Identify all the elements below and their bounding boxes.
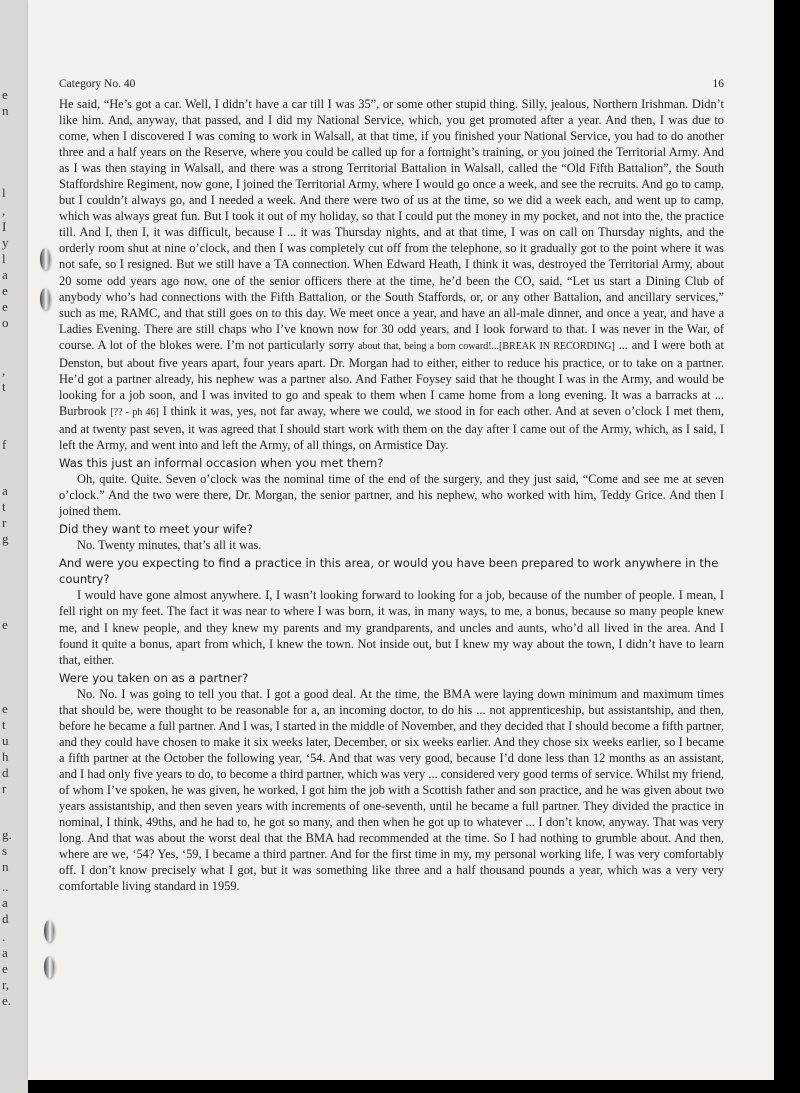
prev-page-fragment: e bbox=[2, 283, 8, 298]
prev-page-fragment: l bbox=[2, 251, 6, 266]
prev-page-fragment: r bbox=[2, 781, 7, 796]
previous-page-edge bbox=[0, 0, 28, 1093]
prev-page-fragment: t bbox=[2, 379, 6, 394]
prev-page-fragment: a bbox=[2, 483, 8, 498]
prev-page-fragment: r, bbox=[2, 977, 10, 992]
prev-page-fragment: e bbox=[2, 701, 8, 716]
binding-ring bbox=[40, 288, 50, 310]
prev-page-fragment: o bbox=[2, 315, 9, 330]
prev-page-fragment: h bbox=[2, 749, 9, 764]
prev-page-fragment: r bbox=[2, 515, 7, 530]
prev-page-fragment: I bbox=[2, 219, 7, 234]
prev-page-fragment: u bbox=[2, 733, 9, 748]
interviewer-question: Was this just an informal occasion when you met them? bbox=[59, 456, 384, 471]
transcript-body bbox=[59, 96, 724, 894]
recording-note: about that, being a born coward!...[BREAK IN RECORDING] bbox=[358, 340, 615, 352]
prev-page-fragment: g bbox=[2, 531, 9, 546]
prev-page-fragment: . bbox=[2, 929, 6, 944]
binding-ring bbox=[44, 956, 54, 978]
prev-page-fragment: n bbox=[2, 859, 9, 874]
answer-paragraph: He said, “He’s got a car. Well, I didn’t have a car till I was 35”, or some other stupid thing. Silly, jealous, Northern Irishman. Didn’t like him. And, anyway, that passed, and I did my National Service, which, you get promoted after a year. And then, I was due to come, when I discovered I was coming to work in Walsall, at that time, if you finished your National Service, you had to do another three and a half years on the Reserve, where you could be called up for a fortnight’s training, or you joined the Territorial Army. And as I was then staying in Walsall, and there was a strong Territorial Battalion in Walsall, called the “Old Fifth Battalion”, the South Staffordshire Regiment, now gone, I joined the Territorial Army, where I would go once a week, and see the recruits. And go to camp, but I couldn’t always go, and I needed a week. And there were two of us at the time, so we did a week each, and went up to camp, which was always great fun. But I took it out of my holiday, so that I could put the money in my pocket, and not into the, the practice till. And I, then I, it was difficult, because I ... it was Thursday nights, and at that time, I was on call on Thursday nights, and the orderly room shut at nine o’clock, and then I was completely cut off from the telephone, so it gradually got to the point where it was not safe, so I resigned. But we still have a TA connection. When Edward Heath, I think it was, destroyed the Territorial Army, about 20 some odd years ago now, one of the senior officers there at the time, he’d been the CO, said, “Let us start a Dining Club of anybody who’s had connections with the Fifth Battalion, or the South Staffords, or, or any other Battalion, and ancillary services,” such as me, RAMC, and that still goes on to this day. We meet once a year, and have an all-male dinner, and once a year, and have a Ladies Evening. There are still chaps who I’ve known now for 30 odd years, and I look forward to that. I was never in the War, of course. A lot of the blokes were. I’m not particularly sorry about that, being a born coward!...[BREAK IN RECORDING] ... and I were both at Denston, but about five years apart, four years apart. Dr. Morgan had to either, either to reduce his practice, or to take on a partner. He’d got a partner already, his nephew was a partner also. And Father Foysey said that he thought I was in the Army, and would be looking for a job soon, and I was invited to go and speak to them when I came home from a long evening. It was a barracks at ... Burbrook [?? - ph 46] I think it was, yes, not far away, where we could, we stood in for each other. And at seven o’clock I met them, and at twenty past seven, it was agreed that I should start work with them on the day after I came out of the Army, which, as I said, I left the Army, and went into and left the Army, of all things, on Armistice Day. bbox=[59, 97, 725, 452]
prev-page-fragment: a bbox=[2, 945, 8, 960]
prev-page-fragment: , bbox=[2, 203, 6, 218]
answer-paragraph: No. No. I was going to tell you that. I got a good deal. At the time, the BMA were laying down minimum and maximum times that should be, were thought to be reasonable for a, an incoming doctor, to do his ... not apprenticeship, but assistantship, and then, before he became a full partner. And I was, I started in the middle of November, and they decided that I should become a fifth partner, and they could have chosen to make it six weeks later, December, or six weeks earlier. And they chose six weeks earlier, so I became a fifth partner at the October the following year, ‘54. And that was very good, because I’d done less than 12 months as an assistant, and I had only five years to do, to become a third partner, which was very ... considered very good terms of service. Whilst my friend, of whom I’ve spoken, he was given, he worked, I got him the job with a Scottish father and son practice, and he was given about two years assistantship, and then seven years with increments of one-seventh, until he became a full partner. They divided the practice in nominal, I think, 49ths, and he had to, he got so many, and then when he got up to whatever ... I don’t know, anyway. That was very long. And that was about the worst deal that the BMA had recommended at the time. So I had nothing to grumble about. And then, where are we, ‘54? Yes, ‘59, I became a third partner. And for the first time in my, my personal working life, I was very comfortably off. I don’t know precisely what I got, but it was something like three and a half thousand pounds a year, which was a very very comfortable living standard in 1959. bbox=[59, 686, 724, 894]
page-number: 16 bbox=[712, 78, 724, 90]
prev-page-fragment: d bbox=[2, 765, 9, 780]
binding-ring bbox=[44, 920, 54, 942]
answer-paragraph: No. Twenty minutes, that’s all it was. bbox=[77, 538, 262, 553]
prev-page-fragment: a bbox=[2, 895, 8, 910]
page-header bbox=[59, 78, 724, 94]
prev-page-fragment: .. bbox=[2, 879, 9, 894]
prev-page-fragment: d bbox=[2, 911, 9, 926]
prev-page-fragment: l bbox=[2, 185, 6, 200]
interviewer-question: Were you taken on as a partner? bbox=[59, 670, 249, 685]
prev-page-fragment: s bbox=[2, 843, 8, 858]
prev-page-fragment: e bbox=[2, 299, 8, 314]
prev-page-fragment: f bbox=[2, 437, 7, 452]
interviewer-question: Did they want to meet your wife? bbox=[59, 522, 253, 537]
prev-page-fragment: t bbox=[2, 717, 6, 732]
prev-page-fragment: n bbox=[2, 103, 9, 118]
prev-page-fragment: a bbox=[2, 267, 8, 282]
prev-page-fragment: , bbox=[2, 363, 6, 378]
prev-page-fragment: e bbox=[2, 87, 8, 102]
answer-paragraph: I would have gone almost anywhere. I, I wasn’t looking forward to looking for a job, because of the number of people. I mean, I fell right on my feet. The fact it was near to where I was born, it was, in many ways, to me, a bonus, because so many people knew me, and I knew people, and they knew my parents and my grandparents, and uncles and aunts, who’d all lived in the area. And I found it quite a bonus, apart from which, I knew the town. Not inside out, but I knew my way about the town, I didn’t have to learn that, either. bbox=[59, 588, 724, 667]
binding-ring bbox=[40, 248, 50, 270]
category-number: Category No. 40 bbox=[59, 78, 136, 90]
prev-page-fragment: t bbox=[2, 499, 6, 514]
prev-page-fragment: e bbox=[2, 617, 8, 632]
answer-paragraph: Oh, quite. Quite. Seven o’clock was the nominal time of the end of the surgery, and they just said, “Come and see me at seven o’clock.” And the two were there, Dr. Morgan, the senior partner, and his nephew, who worked with him, Teddy Grice. And then I joined them. bbox=[59, 472, 724, 519]
interviewer-question: And were you expecting to find a practice in this area, or would you have been prepared to work anywhere in the country? bbox=[59, 556, 719, 587]
prev-page-fragment: e. bbox=[2, 993, 12, 1008]
prev-page-fragment: g. bbox=[2, 827, 12, 842]
prev-page-fragment: y bbox=[2, 235, 9, 250]
prev-page-fragment: e bbox=[2, 961, 8, 976]
recording-note: [?? - ph 46] bbox=[110, 406, 159, 418]
